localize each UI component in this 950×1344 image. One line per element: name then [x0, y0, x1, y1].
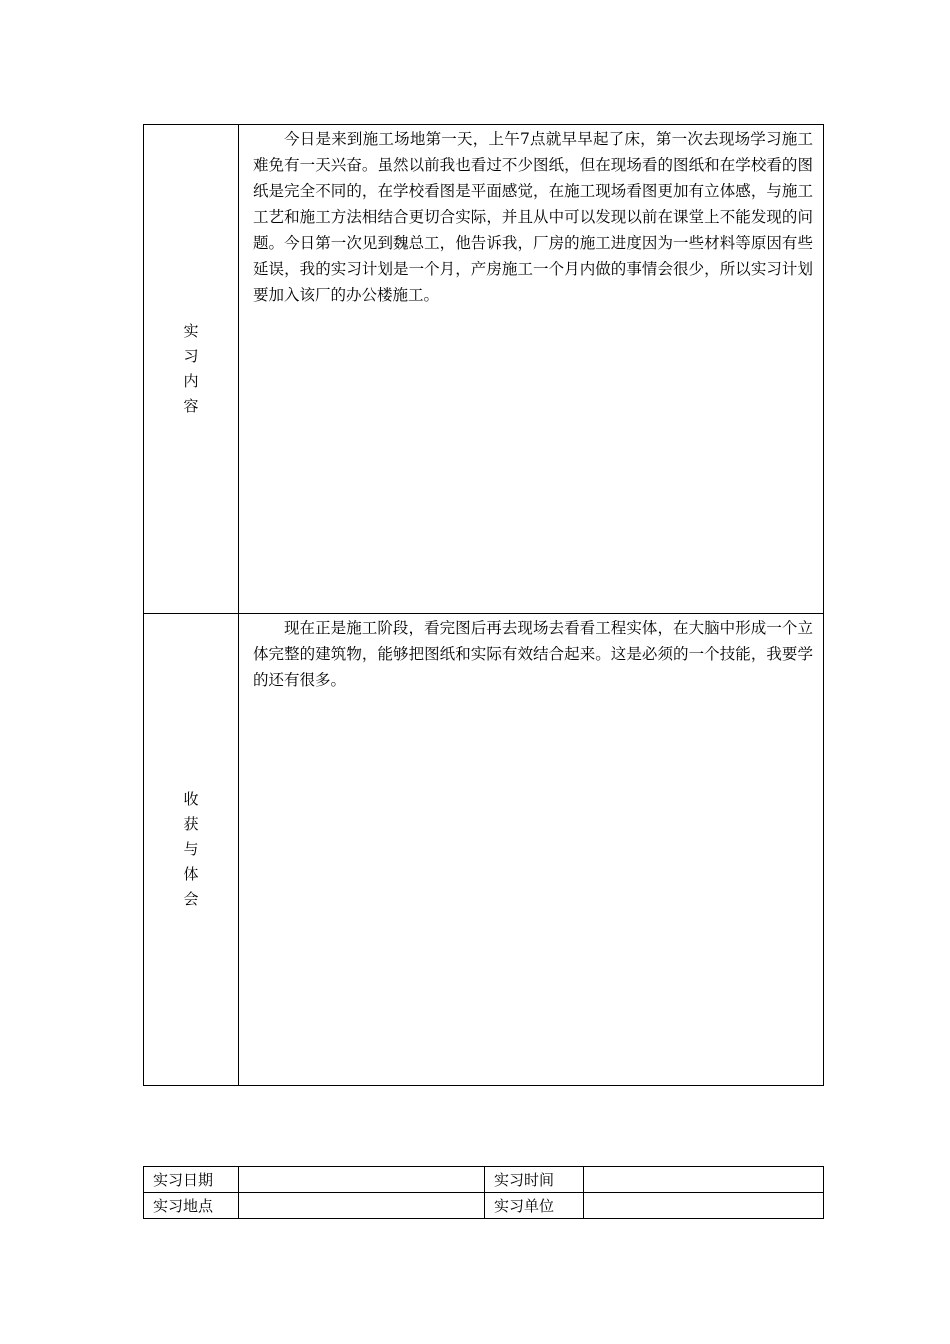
- reflection-label-cell: [144, 614, 239, 1086]
- date-field[interactable]: [239, 1167, 485, 1193]
- info-row-date-time: [144, 1167, 824, 1193]
- content-row: [144, 125, 824, 614]
- internship-log-table: [143, 124, 824, 1086]
- location-label: 实习地点: [144, 1193, 239, 1219]
- reflection-row: [144, 614, 824, 1086]
- info-row-location-unit: [144, 1193, 824, 1219]
- reflection-label-char: 会: [183, 890, 199, 908]
- time-field[interactable]: [584, 1167, 824, 1193]
- internship-content-text: 今日是来到施工场地第一天，上午7点就早早起了床，第一次去现场学习施工难免有一天兴奋。虽然以前我也看过不少图纸，但在现场看的图纸和在学校看的图纸是完全不同的，在学校看图是平面感觉，在施工现场看图更加有立体感，与施工工艺和施工方法相结合更切合实际，并且从中可以发现以前在课堂上不能发现的问题。今日第一次见到魏总工，他告诉我，厂房的施工进度因为一些材料等原因有些延误，我的实习计划是一个月，产房施工一个月内做的事情会很少，所以实习计划要加入该厂的办公楼施工。: [253, 130, 813, 304]
- reflection-text: 现在正是施工阶段，看完图后再去现场去看看工程实体，在大脑中形成一个立体完整的建筑物，能够把图纸和实际有效结合起来。这是必须的一个技能，我要学的还有很多。: [253, 619, 813, 689]
- content-label-char: 习: [183, 347, 199, 365]
- date-label: 实习日期: [144, 1167, 239, 1193]
- unit-label: 实习单位: [485, 1193, 584, 1219]
- internship-info-table: [143, 1166, 824, 1219]
- unit-field[interactable]: [584, 1193, 824, 1219]
- content-label-cell: [144, 125, 239, 614]
- reflection-label-char: 体: [183, 865, 199, 883]
- content-label-char: 实: [183, 322, 199, 340]
- content-label-char: 内: [183, 372, 199, 390]
- content-text-cell[interactable]: [239, 125, 824, 614]
- content-label-char: 容: [183, 397, 199, 415]
- reflection-label-char: 获: [183, 815, 199, 833]
- reflection-text-cell[interactable]: [239, 614, 824, 1086]
- location-field[interactable]: [239, 1193, 485, 1219]
- time-label: 实习时间: [485, 1167, 584, 1193]
- reflection-label-char: 与: [183, 840, 199, 858]
- reflection-label-char: 收: [183, 790, 199, 808]
